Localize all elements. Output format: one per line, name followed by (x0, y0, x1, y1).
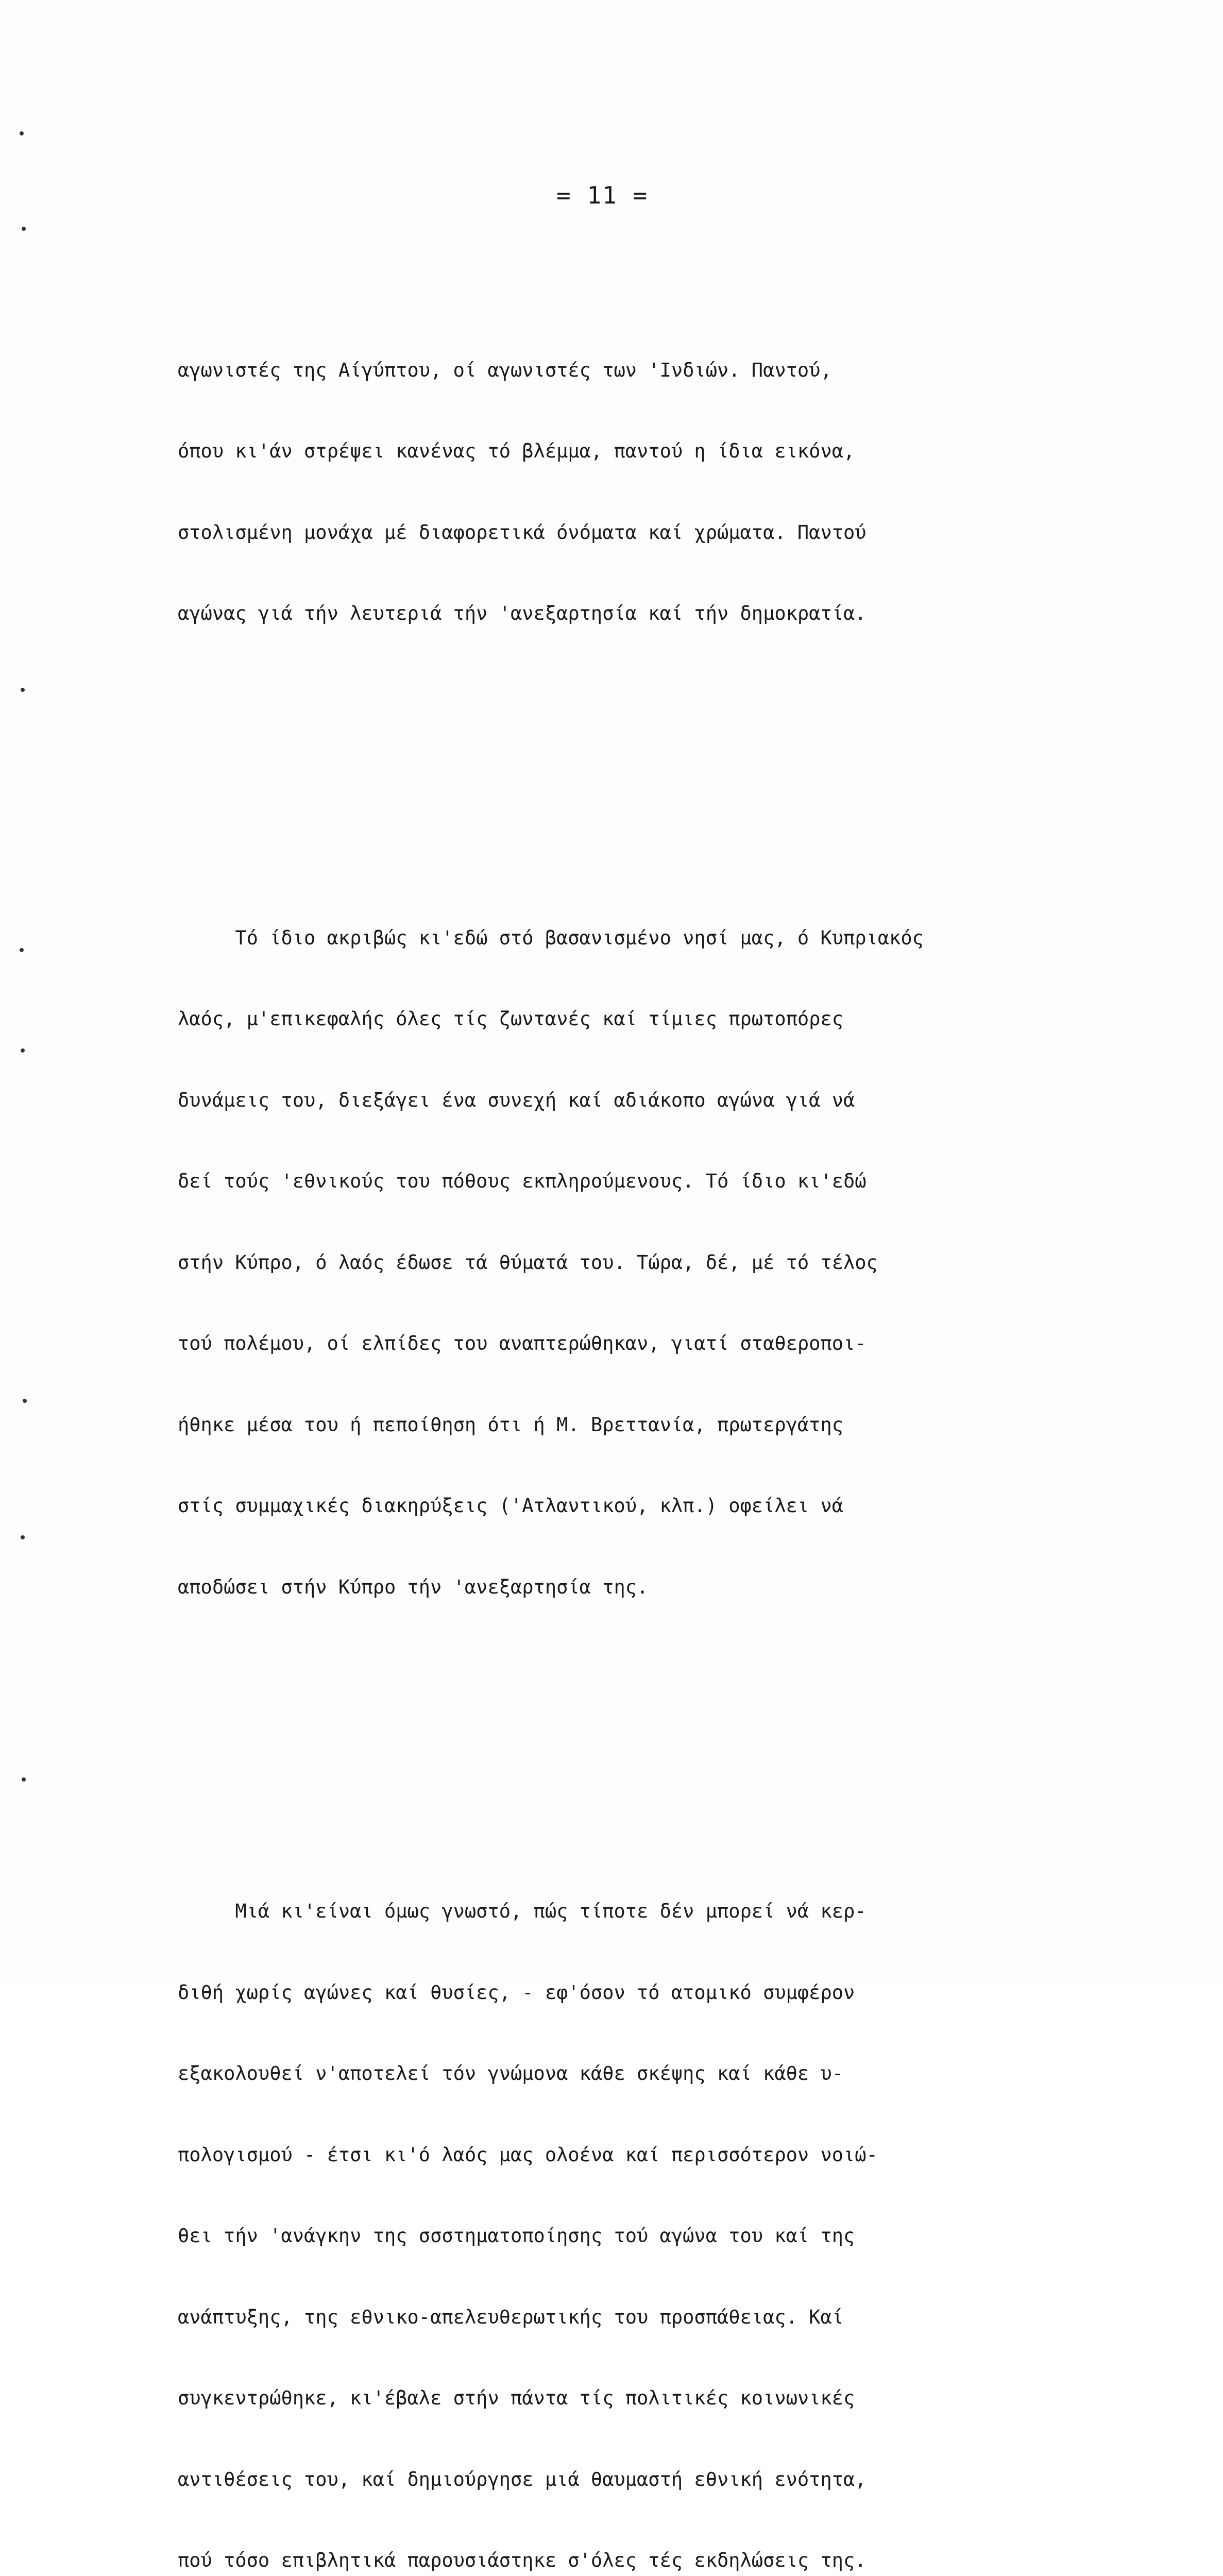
text-line: όπου κι'άν στρέψει κανένας τό βλέμμα, παντού η ίδια εικόνα, (178, 440, 855, 462)
scan-speck (22, 1777, 26, 1782)
text-line: ήθηκε μέσα του ή πεποίθηση ότι ή Μ. Βρεττανία, πρωτεργάτης (178, 1413, 844, 1436)
text-line: αποδώσει στήν Κύπρο τήν 'ανεξαρτησία της. (178, 1575, 649, 1598)
document-body (178, 222, 1187, 2576)
text-line: αντιθέσεις του, καί δημιούργησε μιά θαυμαστή εθνική ενότητα, (178, 2468, 867, 2490)
text-line: αγώνας γιά τήν λευτεριά τήν 'ανεξαρτησία καί τήν δημοκρατία. (178, 602, 867, 624)
scan-speck (20, 948, 24, 952)
scan-speck (22, 227, 26, 231)
text-line: θει τήν 'ανάγκην της σσστηματοποίησης τού αγώνα του καί της (178, 2225, 855, 2247)
scan-speck (21, 1048, 25, 1053)
scan-speck (23, 1399, 27, 1403)
text-line: δυνάμεις του, διεξάγει ένα συνεχή καί αδιάκοπο αγώνα γιά νά (178, 1089, 855, 1111)
text-line: λαός, μ'επικεφαλής όλες τίς ζωντανές καί τίμιες πρωτοπόρες (178, 1008, 844, 1030)
page-number: = 11 = (556, 181, 649, 209)
text-line: Τό ίδιο ακριβώς κι'εδώ στό βασανισμένο νησί μας, ό Κυπριακός (178, 926, 924, 949)
text-line: Μιά κι'είναι όμως γνωστό, πώς τίποτε δέν μπορεί νά κερ- (178, 1900, 867, 1922)
paragraph-1 (178, 303, 1187, 682)
text-line: πού τόσο επιβλητικά παρουσιάστηκε σ'όλες τές εκδηλώσεις της. (178, 2549, 867, 2571)
scan-speck (21, 688, 25, 692)
paragraph-3 (178, 1844, 1187, 2576)
scan-speck (20, 131, 24, 135)
text-line: συγκεντρώθηκε, κι'έβαλε στήν πάντα τίς πολιτικές κοινωνικές (178, 2387, 855, 2409)
text-line: στολισμένη μονάχα μέ διαφορετικά όνόματα καί χρώματα. Παντού (178, 521, 867, 544)
text-line: εξακολουθεί ν'αποτελεί τόν γνώμονα κάθε σκέψης καί κάθε υ- (178, 2062, 844, 2084)
text-line: στήν Κύπρο, ό λαός έδωσε τά θύματά του. Τώρα, δέ, μέ τό τέλος (178, 1251, 878, 1274)
text-line: διθή χωρίς αγώνες καί θυσίες, - εφ'όσον τό ατομικό συμφέρον (178, 1981, 855, 2004)
paragraph-2 (178, 871, 1187, 1655)
text-line: δεί τούς 'εθνικούς του πόθους εκπληρούμενους. Τό ίδιο κι'εδώ (178, 1170, 867, 1192)
text-line: αγωνιστές της Αίγύπτου, οί αγωνιστές των 'Ινδιών. Παντού, (178, 359, 832, 381)
text-line: ανάπτυξης, της εθνικο-απελευθερωτικής του προσπάθειας. Καί (178, 2306, 844, 2328)
text-line: πολογισμού - έτσι κι'ό λαός μας ολοένα καί περισσότερον νοιώ- (178, 2143, 878, 2166)
text-line: στίς συμμαχικές διακηρύξεις ('Ατλαντικού, κλπ.) οφείλει νά (178, 1495, 844, 1517)
text-line: τού πολέμου, οί ελπίδες του αναπτερώθηκαν, γιατί σταθεροποι- (178, 1332, 867, 1354)
scan-speck (21, 1535, 25, 1539)
